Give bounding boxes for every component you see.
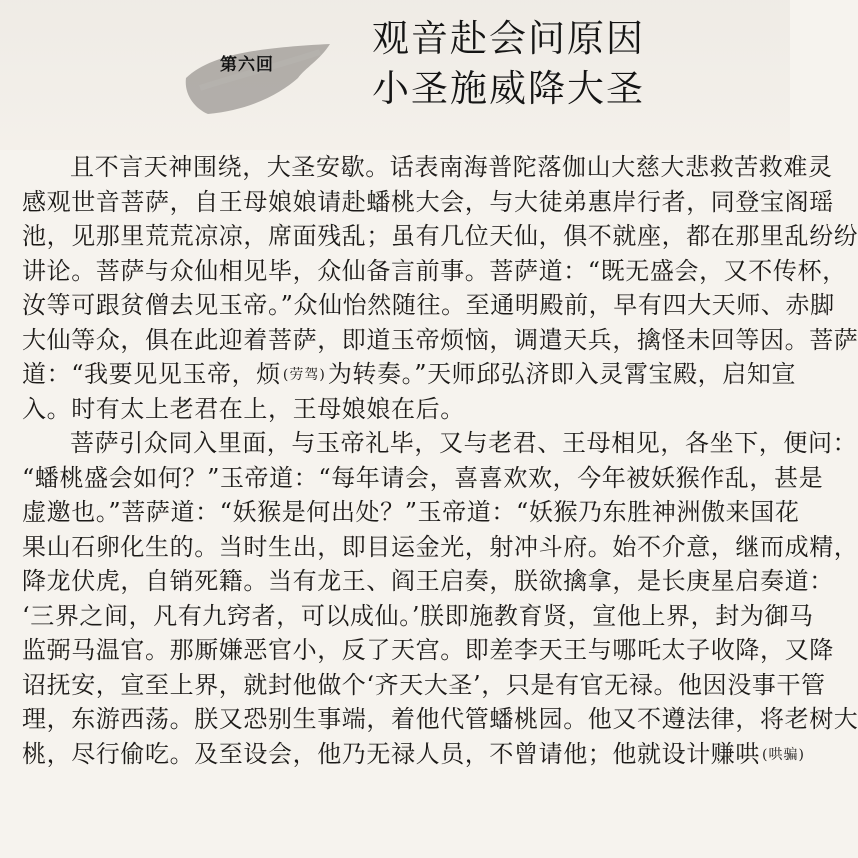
chapter-title-line-2: 小圣施威降大圣 <box>372 67 645 110</box>
text-segment: 道：“我要见见玉帝，烦 <box>22 360 281 388</box>
text-line: 池，见那里荒荒凉凉，席面残乱；虽有几位天仙，俱不就座，都在那里乱纷纷 <box>22 222 858 250</box>
text-line <box>22 737 805 772</box>
text-line: “蟠桃盛会如何？”玉帝道：“每年请会，喜喜欢欢，今年被妖猴作乱，甚是 <box>22 463 824 492</box>
text-segment: 桃，尽行偷吃。及至设会，他乃无禄人员，不曾请他；他就设计赚哄 <box>22 739 760 768</box>
text-line: 菩萨引众同入里面，与玉帝礼毕，又与老君、王母相见，各坐下，便问： <box>70 429 858 457</box>
text-line: 虚邀也。”菩萨道：“妖猴是何出处？”玉帝道：“妖猴乃东胜神洲傲来国花 <box>22 498 800 526</box>
text-line: 诏抚安，宣至上界，就封他做个‘齐天大圣’，只是有官无禄。他因没事干管 <box>22 670 826 699</box>
body-text <box>22 150 858 771</box>
text-line: 理，东游西荡。朕又恐别生事端，着他代管蟠桃园。他又不遵法律，将老树大 <box>22 705 858 733</box>
text-line: 入。时有太上老君在上，王母娘娘在后。 <box>22 394 465 423</box>
text-line: 讲论。菩萨与众仙相见毕，众仙备言前事。菩萨道：“既无盛会，又不传杯， <box>22 256 847 285</box>
text-line: 汝等可跟贫僧去见玉帝。”众仙怡然随往。至通明殿前，早有四大天师、赤脚 <box>22 291 835 319</box>
text-line: ‘三界之间，凡有九窍者，可以成仙。’朕即施教育贤，宣他上界，封为御马 <box>22 601 814 630</box>
annotation-note: (劳驾) <box>282 367 326 384</box>
text-line: 降龙伏虎，自销死籍。当有龙王、阎王启奏，朕欲擒拿，是长庚星启奏道： <box>22 567 834 595</box>
chapter-title-line-1: 观音赴会问原因 <box>372 17 645 60</box>
annotation-note: (哄骗) <box>762 746 805 763</box>
chapter-title <box>372 14 645 114</box>
text-line <box>22 357 797 392</box>
text-line: 监弼马温官。那厮嫌恶官小，反了天宫。即差李天王与哪吒太子收降，又降 <box>22 636 834 664</box>
text-line: 大仙等众，俱在此迎着菩萨，即道玉帝烦恼，调遣天兵，擒怪未回等因。菩萨 <box>22 325 858 354</box>
paragraph-2 <box>22 426 858 771</box>
text-segment: 为转奏。”天师邱弘济即入灵霄宝殿，启知宣 <box>327 360 797 388</box>
paragraph-1 <box>22 150 858 426</box>
chapter-number: 第六回 <box>220 55 274 75</box>
text-line: 且不言天神围绕，大圣安歇。话表南海普陀落伽山大慈大悲救苦救难灵 <box>70 153 833 181</box>
text-line: 果山石卵化生的。当时生出，即目运金光，射冲斗府。始不介意，继而成精， <box>22 532 858 561</box>
text-line: 感观世音菩萨，自王母娘娘请赴蟠桃大会，与大徒弟惠岸行者，同登宝阁瑶 <box>22 187 834 216</box>
